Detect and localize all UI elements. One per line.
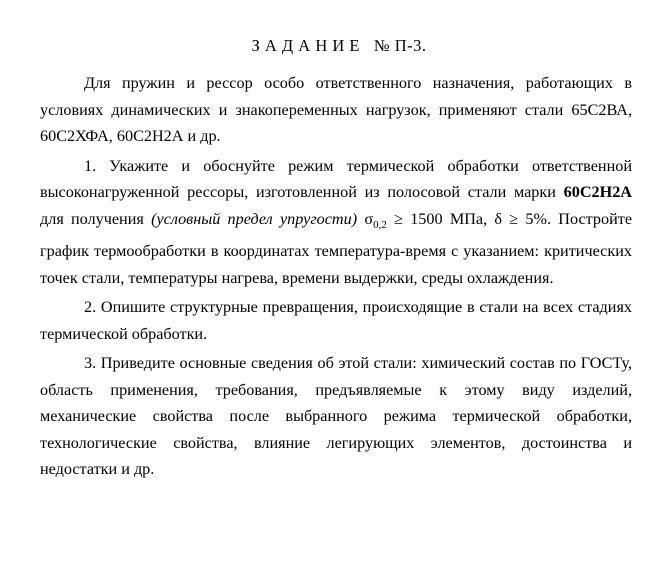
text-run: 2. Опишите структурные превращения, происходящие в стали на всех стадиях термической обработки.	[40, 298, 632, 343]
paragraph-item-3	[40, 350, 638, 483]
text-run: ≥ 1500 МПа, δ ≥ 5%. Постройте график термообработки в координатах температура-время с указанием: критических точек стали, температуры нагрева, времени выдержки, среды охлаждения.	[40, 209, 633, 287]
paragraph-intro	[40, 70, 638, 150]
paragraph-item-2	[40, 294, 638, 347]
text-run: для получения	[40, 209, 152, 228]
page-title: З А Д А Н И Е № П-3.	[251, 36, 427, 55]
text-run: 60С2Н2А	[563, 183, 632, 201]
text-run: 0,2	[373, 218, 387, 231]
paragraph-item-1	[40, 153, 638, 292]
text-run: σ	[357, 209, 374, 228]
text-run: Для пружин и рессор особо ответственного назначения, работающих в условиях динамических и знакопеременных нагрузок, применяют стали 65С2ВА, 60С2ХФА, 60С2Н2А и др.	[40, 74, 632, 145]
text-run: (условный предел упругости)	[151, 209, 358, 228]
text-run: 1. Укажите и обоснуйте режим термической обработки ответственной высоконагруженной рессоры, изготовленной из полосовой стали марки	[40, 156, 632, 201]
document-body	[40, 70, 638, 483]
text-run: 3. Приведите основные сведения об этой стали: химический состав по ГОСТу, область применения, требования, предъявляемые к этому виду изделий, механические свойства после выбранного режима термической обработки, технологические свойства, влияние легирующих элементов, достоинства и недостатки и др.	[40, 354, 632, 479]
